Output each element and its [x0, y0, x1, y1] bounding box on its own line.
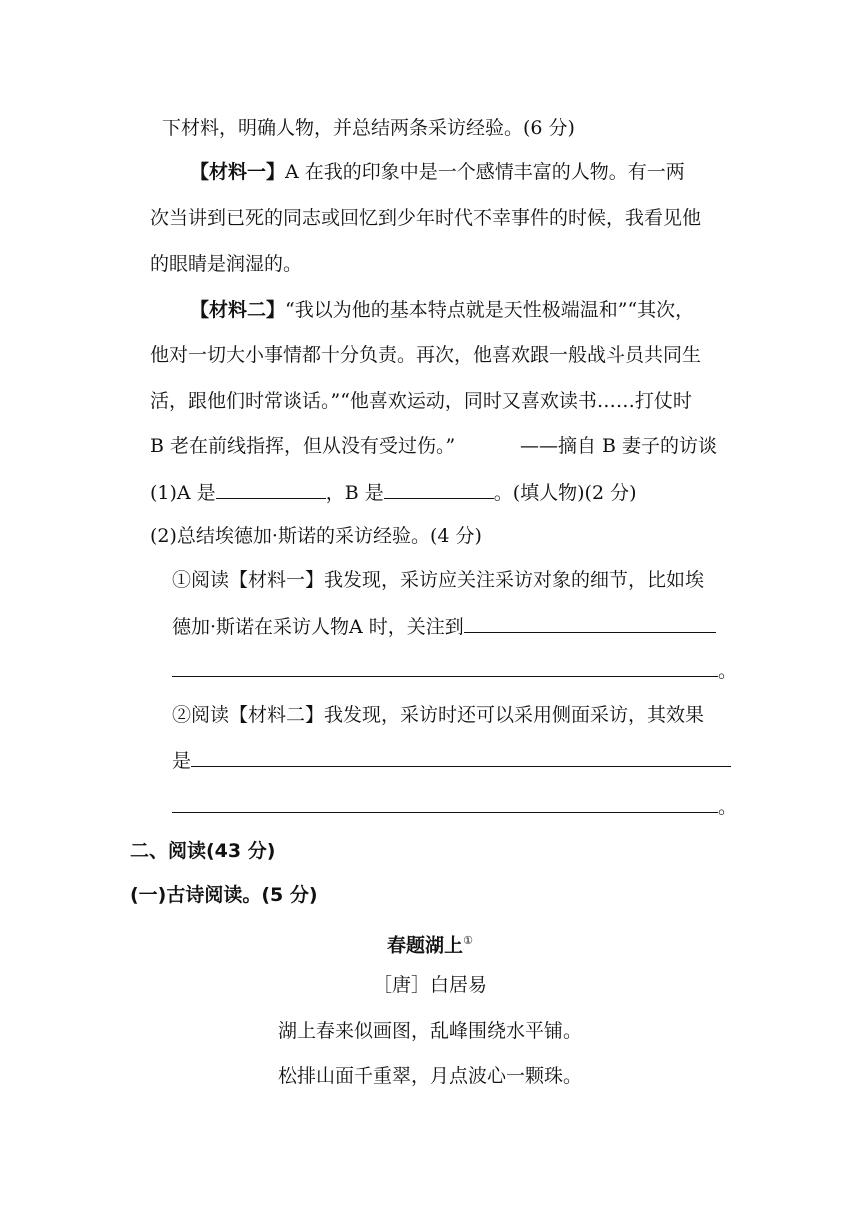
q2-item2-line2	[172, 746, 731, 775]
q1-mid: ，B 是	[325, 482, 384, 504]
material1-text: A 在我的印象中是一个感情丰富的人物。有一两	[285, 161, 685, 183]
poem-title	[0, 927, 860, 959]
q1-prefix: (1)A 是	[150, 482, 216, 504]
material2-line3: 活，跟他们时常谈话。”“他喜欢运动，同时又喜欢读书……打仗时	[150, 390, 692, 412]
q2-item2-line3	[172, 792, 737, 821]
section2-1-text: (一)古诗阅读。(5 分)	[130, 884, 318, 906]
q2-item2-line1: ②阅读【材料二】我发现，采访时还可以采用侧面采访，其效果	[172, 704, 705, 726]
q2-item1-line1: ①阅读【材料一】我发现，采访应关注采访对象的细节，比如埃	[172, 569, 705, 591]
question-1	[150, 478, 636, 507]
q2-item1-period: 。	[718, 660, 738, 682]
poem-author: ［唐］白居易	[372, 974, 487, 996]
material1-tag: 【材料一】	[190, 161, 286, 183]
material1-line3: 的眼睛是润湿的。	[150, 253, 303, 275]
q2-item1-blank[interactable]	[464, 612, 716, 633]
q1-blank-a[interactable]	[216, 478, 326, 499]
q2-item1-blank-cont[interactable]	[172, 656, 718, 677]
q2-item2-text: 是	[172, 750, 192, 772]
q1-blank-b[interactable]	[384, 478, 494, 499]
q2-item1-line3	[172, 656, 737, 685]
question-2-title: (2)总结埃德加·斯诺的采访经验。(4 分)	[150, 525, 482, 547]
q2-item2-period: 。	[718, 796, 738, 818]
intro-line: 下材料，明确人物，并总结两条采访经验。(6 分)	[162, 117, 575, 139]
q2-item1-line2	[172, 612, 716, 641]
material2-line2: 他对一切大小事情都十分负责。再次，他喜欢跟一般战斗员共同生	[150, 344, 702, 366]
q1-suffix: 。(填人物)(2 分)	[493, 482, 637, 504]
section2-heading	[130, 837, 275, 865]
material1-line2: 次当讲到已死的同志或回忆到少年时代不幸事件的时候，我看见他	[150, 207, 702, 229]
material2-source: ——摘自 B 妻子的访谈	[520, 435, 718, 457]
q2-item1-text: 德加·斯诺在采访人物A 时，关注到	[172, 616, 464, 638]
poem-line2: 松排山面千重翠，月点波心一颗珠。	[277, 1065, 582, 1087]
material1-line1	[190, 158, 685, 186]
material2-text: “我以为他的基本特点就是天性极端温和”“其次，	[285, 299, 695, 321]
section2-text: 二、阅读(43 分)	[130, 840, 276, 862]
poem-title-text: 春题湖上	[387, 934, 464, 957]
poem-note-mark: ①	[463, 934, 473, 947]
q2-item2-blank-cont[interactable]	[172, 792, 718, 813]
poem-line1: 湖上春来似画图，乱峰围绕水平铺。	[277, 1020, 582, 1042]
material2-line1	[190, 296, 694, 324]
material2-line4: B 老在前线指挥，但从没有受过伤。”	[150, 435, 456, 457]
section2-1-heading	[130, 881, 318, 909]
q2-item2-blank[interactable]	[191, 746, 731, 767]
material2-tag: 【材料二】	[190, 299, 286, 321]
